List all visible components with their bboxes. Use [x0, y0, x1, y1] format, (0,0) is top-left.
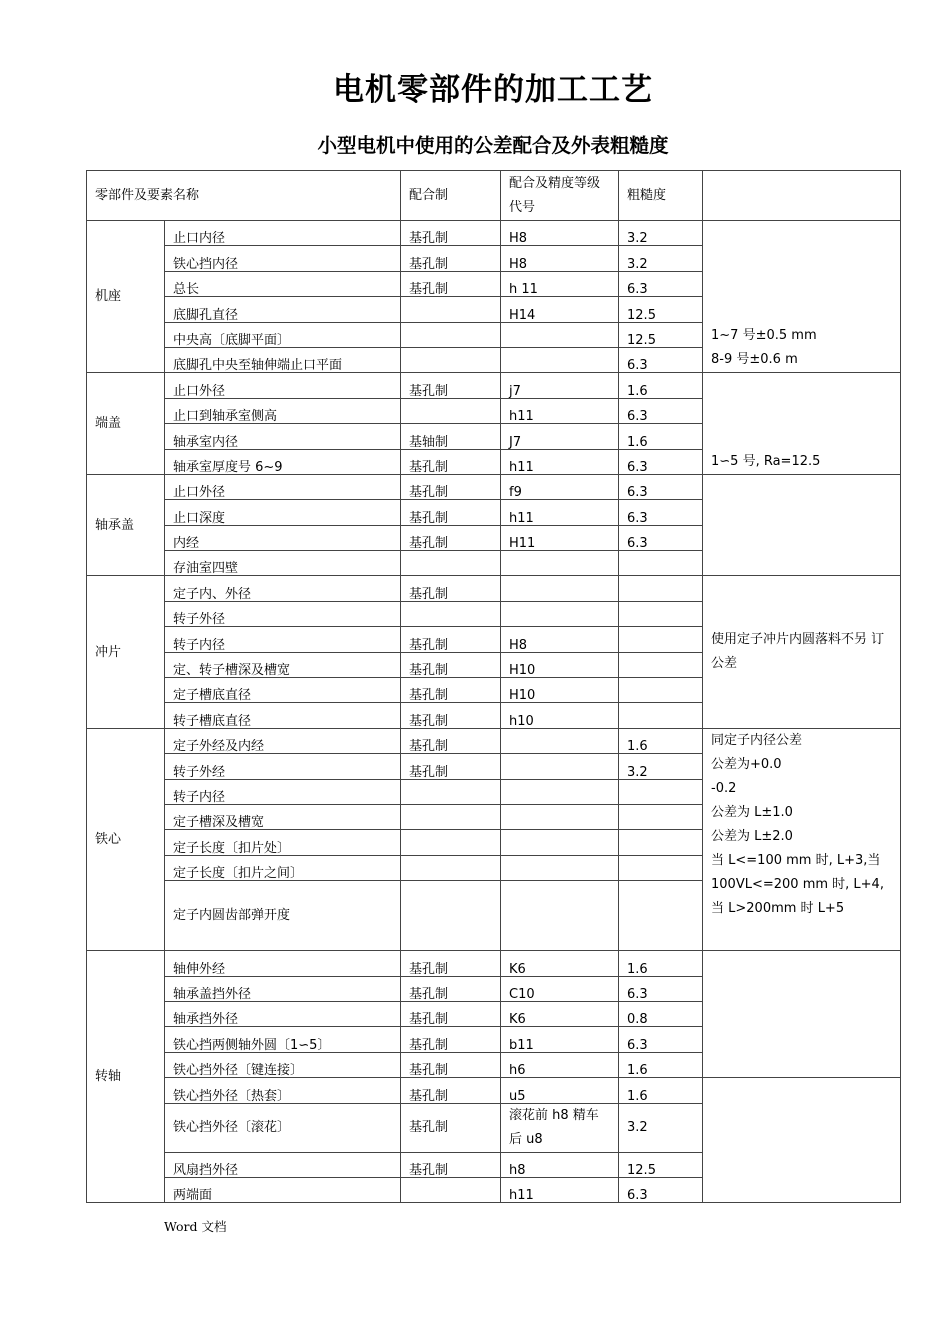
- cell-rough: 3.2: [619, 221, 703, 246]
- cell-grade: [501, 881, 619, 951]
- cell-grade: C10: [501, 976, 619, 1001]
- cell-fit: 基孔制: [401, 449, 501, 474]
- cell-name: 轴承室厚度号 6~9: [165, 449, 401, 474]
- cell-rough: 1.6: [619, 1052, 703, 1077]
- cell-name: 轴承挡外径: [165, 1001, 401, 1026]
- cell-fit: [401, 347, 501, 372]
- cell-grade: j7: [501, 373, 619, 398]
- cell-name: 转子内径: [165, 627, 401, 652]
- cell-rough: [619, 576, 703, 601]
- cell-name: 止口外径: [165, 474, 401, 499]
- cell-name: 转子外径: [165, 601, 401, 626]
- cell-rough: 12.5: [619, 297, 703, 322]
- cell-name: 定子长度〔扣片处〕: [165, 830, 401, 855]
- cell-grade: h8: [501, 1152, 619, 1177]
- cell-grade: [501, 347, 619, 372]
- cell-name: 止口内径: [165, 221, 401, 246]
- cell-name: 转子外经: [165, 754, 401, 779]
- cell-rough: [619, 779, 703, 804]
- cell-name: 总长: [165, 271, 401, 296]
- table-row: [87, 728, 901, 753]
- cell-fit: [401, 398, 501, 423]
- cell-rough: [619, 703, 703, 728]
- cell-name: 铁心挡外径〔热套〕: [165, 1078, 401, 1103]
- note-duangai: 1∽5 号, Ra=12.5: [703, 373, 901, 475]
- table-row: [87, 221, 901, 246]
- cell-grade: H11: [501, 525, 619, 550]
- note-tiexin: 同定子内径公差 公差为+0.0 -0.2 公差为 L±1.0 公差为 L±2.0 当 L<=100 mm 时, L+3,当 100VL<=200 mm 时, L+4, 当 L>200mm 时 L+5: [703, 728, 901, 950]
- page-title: 电机零部件的加工工艺: [333, 72, 653, 108]
- cell-grade: [501, 601, 619, 626]
- note-zhuanzhou-a: [703, 951, 901, 1078]
- cell-rough: 6.3: [619, 398, 703, 423]
- cell-fit: 基孔制: [401, 1027, 501, 1052]
- cell-name: 止口外径: [165, 373, 401, 398]
- cell-rough: 1.6: [619, 951, 703, 976]
- cell-name: 轴承室内径: [165, 424, 401, 449]
- cell-grade: u5: [501, 1078, 619, 1103]
- note-chongpian: 使用定子冲片内圆落料不另 订 公差: [703, 576, 901, 728]
- cell-rough: 1.6: [619, 1078, 703, 1103]
- cell-grade: K6: [501, 1001, 619, 1026]
- cell-grade: [501, 855, 619, 880]
- cell-name: 定子槽深及槽宽: [165, 804, 401, 829]
- tolerance-table: [86, 170, 901, 1203]
- note-zhuanzhou-b: [703, 1078, 901, 1203]
- cell-fit: 基孔制: [401, 474, 501, 499]
- cell-fit: 基孔制: [401, 754, 501, 779]
- group-tiexin: 铁心: [87, 728, 165, 950]
- cell-fit: 基孔制: [401, 1001, 501, 1026]
- group-jizuo: 机座: [87, 221, 165, 373]
- cell-grade: [501, 576, 619, 601]
- cell-rough: 1.6: [619, 373, 703, 398]
- cell-fit: 基孔制: [401, 1078, 501, 1103]
- cell-name: 铁心挡两侧轴外圆〔1∽5〕: [165, 1027, 401, 1052]
- cell-grade: H8: [501, 221, 619, 246]
- cell-fit: 基孔制: [401, 728, 501, 753]
- cell-fit: 基孔制: [401, 703, 501, 728]
- cell-grade: H8: [501, 246, 619, 271]
- cell-rough: [619, 804, 703, 829]
- table-header-row: [87, 171, 901, 221]
- cell-fit: [401, 322, 501, 347]
- cell-name: 存油室四壁: [165, 551, 401, 576]
- cell-grade: [501, 779, 619, 804]
- cell-fit: 基孔制: [401, 627, 501, 652]
- cell-rough: 0.8: [619, 1001, 703, 1026]
- cell-name: 定子内、外径: [165, 576, 401, 601]
- note-zhouchenggai: [703, 474, 901, 576]
- cell-grade: H10: [501, 678, 619, 703]
- cell-fit: [401, 601, 501, 626]
- cell-grade: 滚花前 h8 精车 后 u8: [501, 1103, 619, 1152]
- cell-fit: 基孔制: [401, 576, 501, 601]
- cell-fit: 基孔制: [401, 221, 501, 246]
- group-chongpian: 冲片: [87, 576, 165, 728]
- cell-name: 风扇挡外径: [165, 1152, 401, 1177]
- cell-fit: [401, 855, 501, 880]
- table-row: [87, 951, 901, 976]
- cell-fit: [401, 551, 501, 576]
- page-subtitle: 小型电机中使用的公差配合及外表粗糙度: [317, 134, 669, 157]
- cell-grade: h11: [501, 449, 619, 474]
- cell-rough: [619, 627, 703, 652]
- cell-grade: [501, 804, 619, 829]
- cell-grade: h11: [501, 1177, 619, 1202]
- cell-name: 两端面: [165, 1177, 401, 1202]
- cell-fit: 基轴制: [401, 424, 501, 449]
- cell-rough: 1.6: [619, 728, 703, 753]
- cell-rough: 6.3: [619, 976, 703, 1001]
- cell-rough: [619, 551, 703, 576]
- cell-grade: [501, 754, 619, 779]
- cell-grade: H8: [501, 627, 619, 652]
- cell-fit: 基孔制: [401, 1103, 501, 1152]
- note-jizuo: 1~7 号±0.5 mm 8-9 号±0.6 m: [703, 221, 901, 373]
- table-row: [87, 1078, 901, 1103]
- cell-grade: h6: [501, 1052, 619, 1077]
- cell-grade: h 11: [501, 271, 619, 296]
- cell-name: 轴伸外经: [165, 951, 401, 976]
- cell-name: 转子槽底直径: [165, 703, 401, 728]
- cell-rough: 12.5: [619, 1152, 703, 1177]
- cell-grade: h10: [501, 703, 619, 728]
- cell-fit: [401, 779, 501, 804]
- cell-rough: 6.3: [619, 474, 703, 499]
- cell-name: 铁心挡外径〔滚花〕: [165, 1103, 401, 1152]
- cell-name: 底脚孔中央至轴伸端止口平面: [165, 347, 401, 372]
- cell-fit: 基孔制: [401, 271, 501, 296]
- table-row: [87, 576, 901, 601]
- cell-grade: [501, 551, 619, 576]
- cell-rough: 12.5: [619, 322, 703, 347]
- cell-fit: [401, 1177, 501, 1202]
- cell-name: 止口到轴承室侧高: [165, 398, 401, 423]
- cell-name: 止口深度: [165, 500, 401, 525]
- group-duangai: 端盖: [87, 373, 165, 475]
- cell-rough: [619, 601, 703, 626]
- cell-rough: 3.2: [619, 754, 703, 779]
- cell-fit: 基孔制: [401, 1052, 501, 1077]
- cell-fit: 基孔制: [401, 525, 501, 550]
- cell-fit: 基孔制: [401, 678, 501, 703]
- cell-rough: 6.3: [619, 1177, 703, 1202]
- table-row: [87, 373, 901, 398]
- cell-rough: [619, 881, 703, 951]
- cell-rough: 6.3: [619, 525, 703, 550]
- cell-rough: 3.2: [619, 246, 703, 271]
- cell-name: 定子外经及内经: [165, 728, 401, 753]
- cell-grade: b11: [501, 1027, 619, 1052]
- cell-rough: 3.2: [619, 1103, 703, 1152]
- cell-fit: 基孔制: [401, 652, 501, 677]
- cell-rough: [619, 652, 703, 677]
- cell-grade: h11: [501, 500, 619, 525]
- cell-grade: [501, 322, 619, 347]
- footer-label: Word 文档: [164, 1219, 227, 1234]
- cell-grade: K6: [501, 951, 619, 976]
- cell-name: 定子内圆齿部弹开度: [165, 881, 401, 951]
- cell-fit: 基孔制: [401, 976, 501, 1001]
- cell-name: 铁心挡外径〔键连接〕: [165, 1052, 401, 1077]
- cell-grade: J7: [501, 424, 619, 449]
- group-zhuanzhou: 转轴: [87, 951, 165, 1203]
- cell-name: 定子长度〔扣片之间〕: [165, 855, 401, 880]
- cell-name: 轴承盖挡外径: [165, 976, 401, 1001]
- cell-fit: [401, 881, 501, 951]
- cell-rough: 6.3: [619, 449, 703, 474]
- header-grade: 配合及精度等级 代号: [501, 171, 619, 221]
- table-row: [87, 474, 901, 499]
- cell-grade: H14: [501, 297, 619, 322]
- cell-fit: [401, 804, 501, 829]
- group-zhouchenggai: 轴承盖: [87, 474, 165, 576]
- cell-fit: [401, 830, 501, 855]
- cell-name: 转子内径: [165, 779, 401, 804]
- cell-name: 定、转子槽深及槽宽: [165, 652, 401, 677]
- cell-rough: [619, 830, 703, 855]
- cell-grade: [501, 830, 619, 855]
- cell-rough: 6.3: [619, 1027, 703, 1052]
- cell-rough: [619, 678, 703, 703]
- cell-fit: 基孔制: [401, 500, 501, 525]
- header-roughness: 粗糙度: [619, 171, 703, 221]
- cell-grade: [501, 728, 619, 753]
- header-note: [703, 171, 901, 221]
- cell-rough: 1.6: [619, 424, 703, 449]
- header-part: 零部件及要素名称: [87, 171, 401, 221]
- cell-fit: 基孔制: [401, 246, 501, 271]
- cell-rough: [619, 855, 703, 880]
- cell-fit: 基孔制: [401, 373, 501, 398]
- cell-grade: H10: [501, 652, 619, 677]
- cell-fit: [401, 297, 501, 322]
- cell-name: 定子槽底直径: [165, 678, 401, 703]
- cell-name: 铁心挡内径: [165, 246, 401, 271]
- header-fit: 配合制: [401, 171, 501, 221]
- cell-name: 底脚孔直径: [165, 297, 401, 322]
- cell-rough: 6.3: [619, 271, 703, 296]
- cell-grade: f9: [501, 474, 619, 499]
- cell-fit: 基孔制: [401, 1152, 501, 1177]
- cell-grade: h11: [501, 398, 619, 423]
- cell-rough: 6.3: [619, 347, 703, 372]
- cell-name: 内经: [165, 525, 401, 550]
- cell-name: 中央高〔底脚平面〕: [165, 322, 401, 347]
- cell-fit: 基孔制: [401, 951, 501, 976]
- cell-rough: 6.3: [619, 500, 703, 525]
